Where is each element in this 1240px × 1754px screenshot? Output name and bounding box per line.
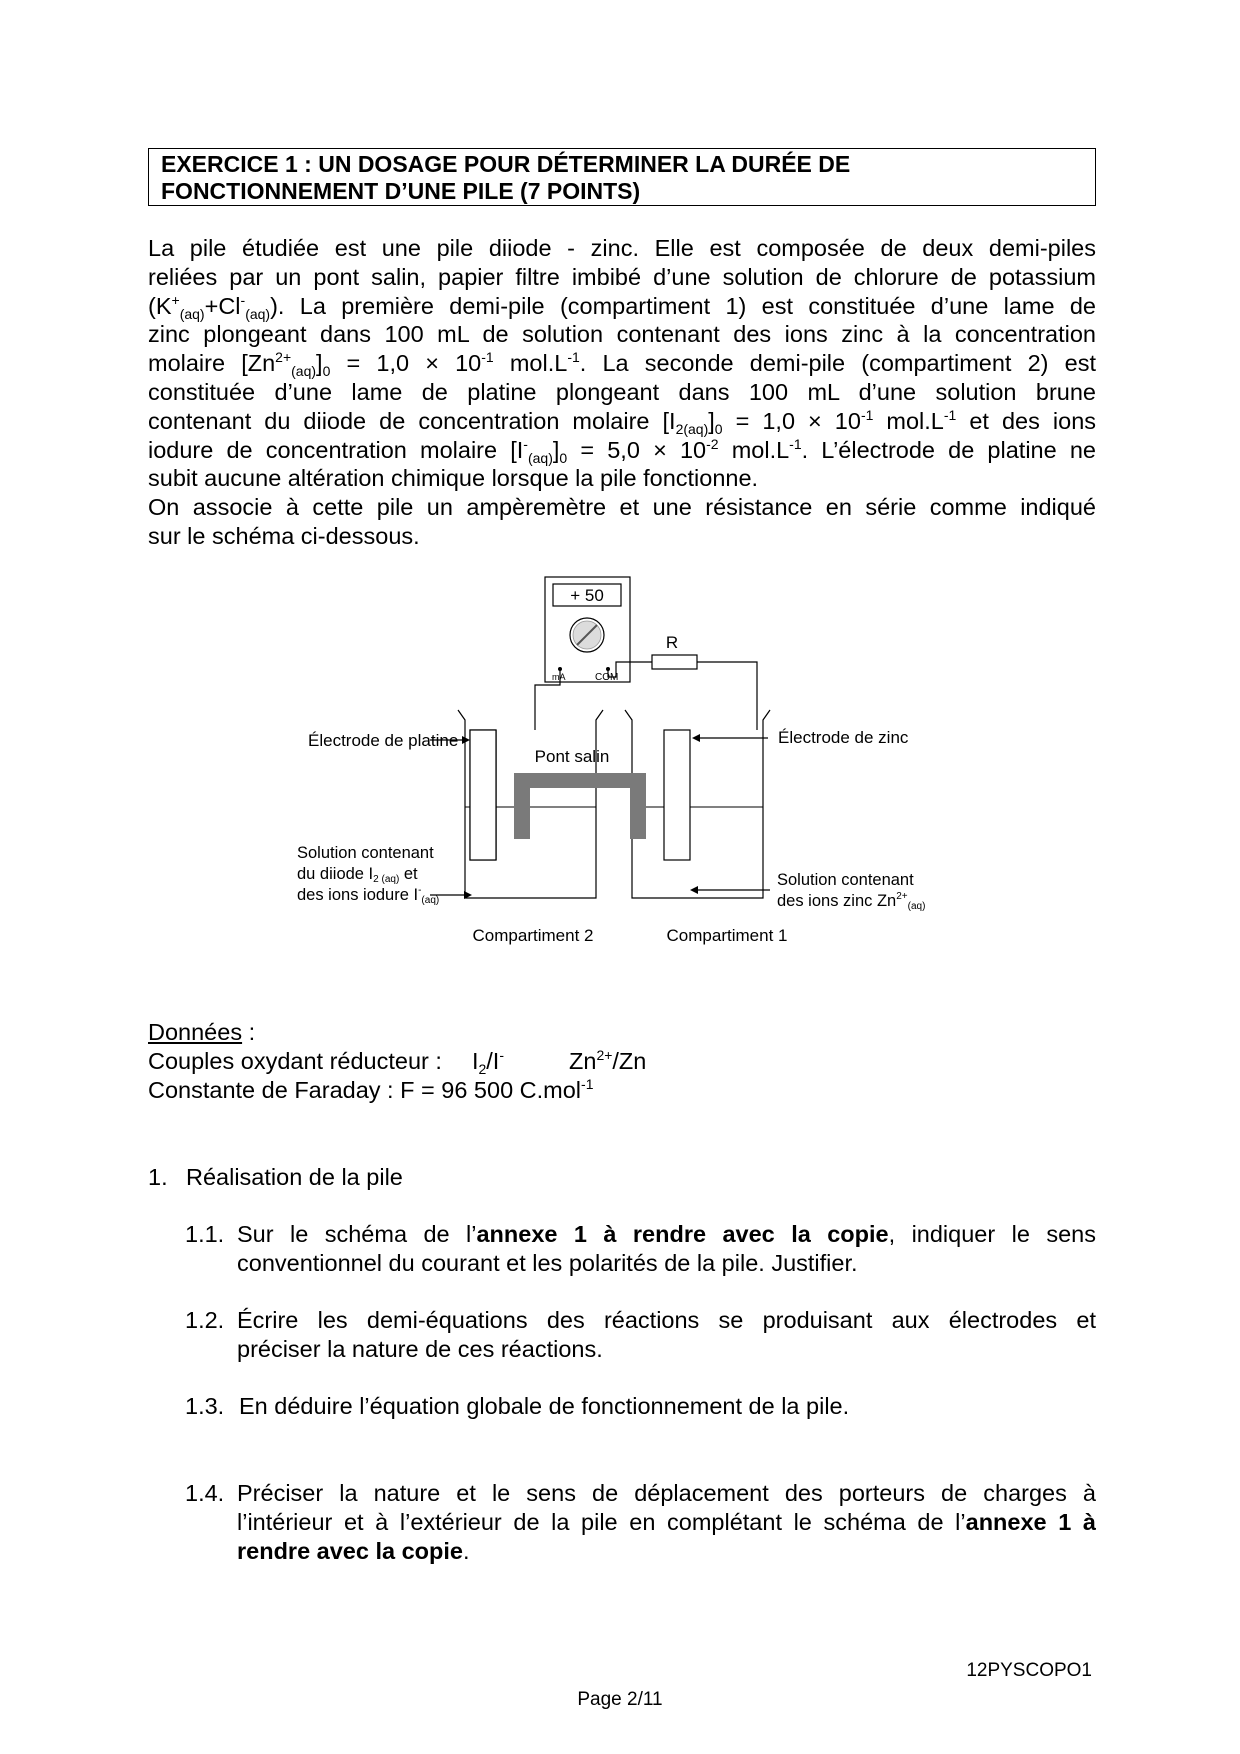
sol-left-line-1: Solution contenant <box>297 844 434 862</box>
wire-right <box>697 662 757 730</box>
exercise-title-box <box>148 148 1096 206</box>
couples-line: Couples oxydant réducteur : $I_2/I^-$ $Zn^{2+}/Zn$ <box>148 1047 647 1077</box>
resistor <box>652 655 697 669</box>
intro-line: reliées par un pont salin, papier filtre imbibé d’une solution de chlorure de potassium <box>148 263 1096 290</box>
intro-paragraph <box>148 234 1096 551</box>
intro-line: subit aucune altération chimique lorsque la pile fonctionne. <box>148 465 759 492</box>
exercise-title-line-1: EXERCICE 1 : UN DOSAGE POUR DÉTERMINER LA DURÉE DE <box>161 151 851 177</box>
intro-line: contenant du diiode de concentration molaire $[I_{2(aq)}]_0 = 1,0 \times 10^{-1}$ $mol.L^{-1}$ et des ions <box>148 406 1097 437</box>
compartiment-1-label: Compartiment 1 <box>666 926 788 945</box>
sol-left-line-3: des ions iodure $I^-_{(aq)}$ <box>297 885 440 906</box>
question-text: Sur le schéma de l’annexe 1 à rendre avec la copie, indiquer le sens conventionnel du courant et les polarités de la pile. Justifier. <box>237 1221 1096 1276</box>
intro-line: $(K^+_{(aq)}+Cl^-_{(aq)})$. La première demi-pile (compartiment 1) est constituée d’une lame de <box>148 291 1096 322</box>
resistor-label: R <box>665 633 679 652</box>
ammeter-display-value: + 50 <box>570 586 604 605</box>
exercise-title-line-2: FONCTIONNEMENT D’UNE PILE (7 POINTS) <box>161 178 641 204</box>
page-number: Page 2/11 <box>577 1689 663 1710</box>
electrode-zinc-label: Électrode de zinc <box>778 728 909 747</box>
donnees-heading: Données : <box>148 1019 256 1045</box>
sol-right-line-1: Solution contenant <box>777 871 914 889</box>
zinc-electrode <box>664 730 690 860</box>
faraday-line: Constante de Faraday : F = 96 500 C.mol$^{-1}$ <box>148 1076 594 1103</box>
question-number: 1.3. <box>185 1393 225 1419</box>
question-text: En déduire l’équation globale de fonctionnement de la pile. <box>239 1393 850 1419</box>
question-1-2 <box>185 1306 1096 1366</box>
intro-line: On associe à cette pile un ampèremètre et une résistance en série comme indiqué <box>148 494 1096 521</box>
intro-line: molaire $[Zn^{2+}_{(aq)}]_0 = 1,0 \times 10^{-1}$ $mol.L^{-1}$. La seconde demi-pile (compartiment 2) est <box>148 349 1096 380</box>
question-number: 1. <box>148 1164 168 1190</box>
question-text: Préciser la nature et le sens de déplacement des porteurs de charges à l’intérieur et à l’extérieur de la pile en complétant le schéma de l’annexe 1 à rendre avec la copie. <box>237 1480 1096 1564</box>
sol-right-line-2: des ions zinc $Zn^{2+}_{(aq)}$ <box>777 891 926 912</box>
question-number: 1.2. <box>185 1307 225 1333</box>
intro-line: iodure de concentration molaire $[I^-_{(aq)}]_0 = 5,0 \times 10^{-2}$ $mol.L^{-1}$. L’électrode de platine ne <box>148 435 1096 466</box>
ammeter-ma-label: mA <box>552 672 566 682</box>
question-1 <box>148 1163 648 1193</box>
donnees-block <box>148 1018 646 1105</box>
question-1-1 <box>185 1220 1096 1280</box>
intro-line: sur le schéma ci-dessous. <box>148 522 420 549</box>
question-1-3 <box>185 1392 1096 1422</box>
question-text: Réalisation de la pile <box>186 1164 403 1190</box>
question-number: 1.1. <box>185 1221 225 1247</box>
intro-line: La pile étudiée est une pile diiode - zinc. Elle est composée de deux demi-piles <box>148 235 1096 261</box>
question-text: Écrire les demi-équations des réactions se produisant aux électrodes et préciser la nature de ces réactions. <box>237 1307 1096 1362</box>
ammeter-com-label: COM <box>595 672 619 683</box>
sol-left-line-2: du diiode I2 (aq) et <box>297 865 418 885</box>
question-1-4 <box>185 1479 1096 1569</box>
pont-salin-label: Pont salin <box>534 747 610 766</box>
intro-line: constituée d’une lame de platine plongeant dans 100 mL d’une solution brune <box>148 378 1096 405</box>
cell-circuit-diagram <box>280 575 1020 965</box>
electrode-platine-label: Électrode de platine <box>308 731 459 750</box>
intro-line: zinc plongeant dans 100 mL de solution contenant des ions zinc à la concentration <box>148 321 1096 348</box>
document-reference: 12PYSCOPO1 <box>966 1660 1092 1681</box>
salt-bridge <box>514 773 646 839</box>
compartiment-2-label: Compartiment 2 <box>472 926 594 945</box>
question-number: 1.4. <box>185 1480 225 1506</box>
